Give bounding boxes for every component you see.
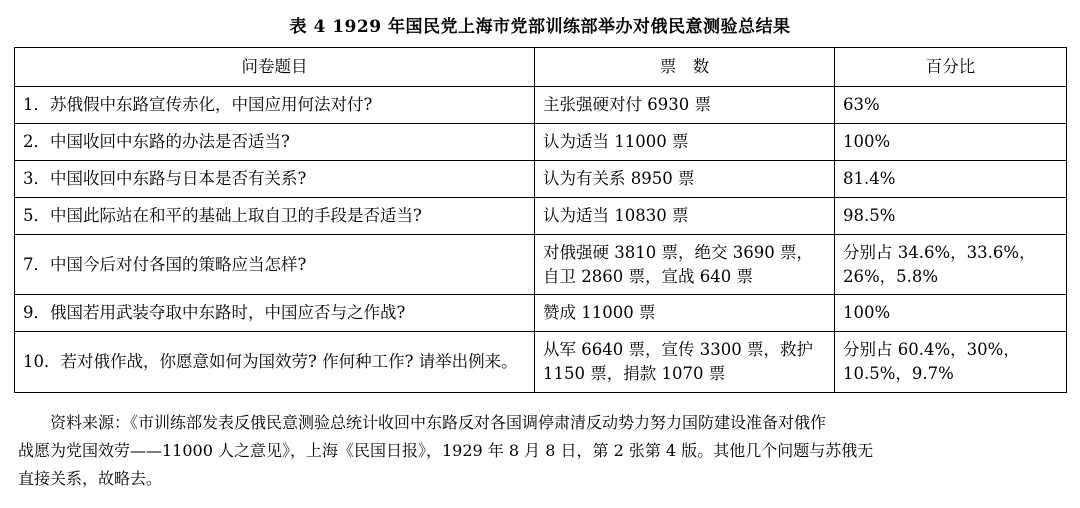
table-row (15, 197, 1067, 234)
source-note-line-3: 直接关系，故略去。 (18, 469, 163, 489)
table-row (15, 332, 1067, 393)
table-row (15, 234, 1067, 295)
source-note-line-1: 资料来源：《市训练部发表反俄民意测验总统计收回中东路反对各国调停肃清反动势力努力国防建设准备对俄作 (50, 413, 827, 433)
cell-question: 5．中国此际站在和平的基础上取自卫的手段是否适当? (15, 197, 535, 234)
table-row (15, 123, 1067, 160)
table-row (15, 86, 1067, 123)
table-header (15, 48, 1067, 87)
cell-votes: 从军 6640 票，宣传 3300 票，救护 1150 票，捐款 1070 票 (535, 332, 835, 393)
cell-question: 9．俄国若用武装夺取中东路时，中国应否与之作战? (15, 295, 535, 332)
cell-question: 7．中国今后对付各国的策略应当怎样? (15, 234, 535, 295)
cell-percent: 分别占 34.6%，33.6%，26%，5.8% (835, 234, 1067, 295)
survey-results-table (14, 47, 1067, 393)
cell-votes: 认为有关系 8950 票 (535, 160, 835, 197)
cell-question: 2．中国收回中东路的办法是否适当? (15, 123, 535, 160)
source-note-line-2: 战愿为党国效劳——11000 人之意见》，上海《民国日报》，1929 年 8 月 8 日，第 2 张第 4 版。其他几个问题与苏俄无 (18, 441, 874, 461)
cell-question: 1．苏俄假中东路宣传赤化，中国应用何法对付? (15, 86, 535, 123)
source-note (18, 409, 1062, 493)
cell-votes: 主张强硬对付 6930 票 (535, 86, 835, 123)
table-caption: 表 4 1929 年国民党上海市党部训练部举办对俄民意测验总结果 (289, 17, 791, 37)
table-header-row (15, 48, 1067, 87)
cell-votes: 对俄强硬 3810 票，绝交 3690 票，自卫 2860 票，宣战 640 票 (535, 234, 835, 295)
cell-percent: 63% (835, 86, 1067, 123)
cell-percent: 100% (835, 295, 1067, 332)
cell-percent: 100% (835, 123, 1067, 160)
cell-percent: 81.4% (835, 160, 1067, 197)
cell-percent: 分别占 60.4%，30%，10.5%，9.7% (835, 332, 1067, 393)
column-header-question: 问卷题目 (15, 48, 535, 87)
column-header-votes: 票 数 (535, 48, 835, 87)
column-header-percent: 百分比 (835, 48, 1067, 87)
table-row (15, 295, 1067, 332)
table-body (15, 86, 1067, 392)
cell-votes: 赞成 11000 票 (535, 295, 835, 332)
cell-votes: 认为适当 11000 票 (535, 123, 835, 160)
cell-question: 3．中国收回中东路与日本是否有关系? (15, 160, 535, 197)
cell-votes: 认为适当 10830 票 (535, 197, 835, 234)
table-row (15, 160, 1067, 197)
cell-question: 10．若对俄作战，你愿意如何为国效劳? 作何种工作? 请举出例来。 (15, 332, 535, 393)
cell-percent: 98.5% (835, 197, 1067, 234)
